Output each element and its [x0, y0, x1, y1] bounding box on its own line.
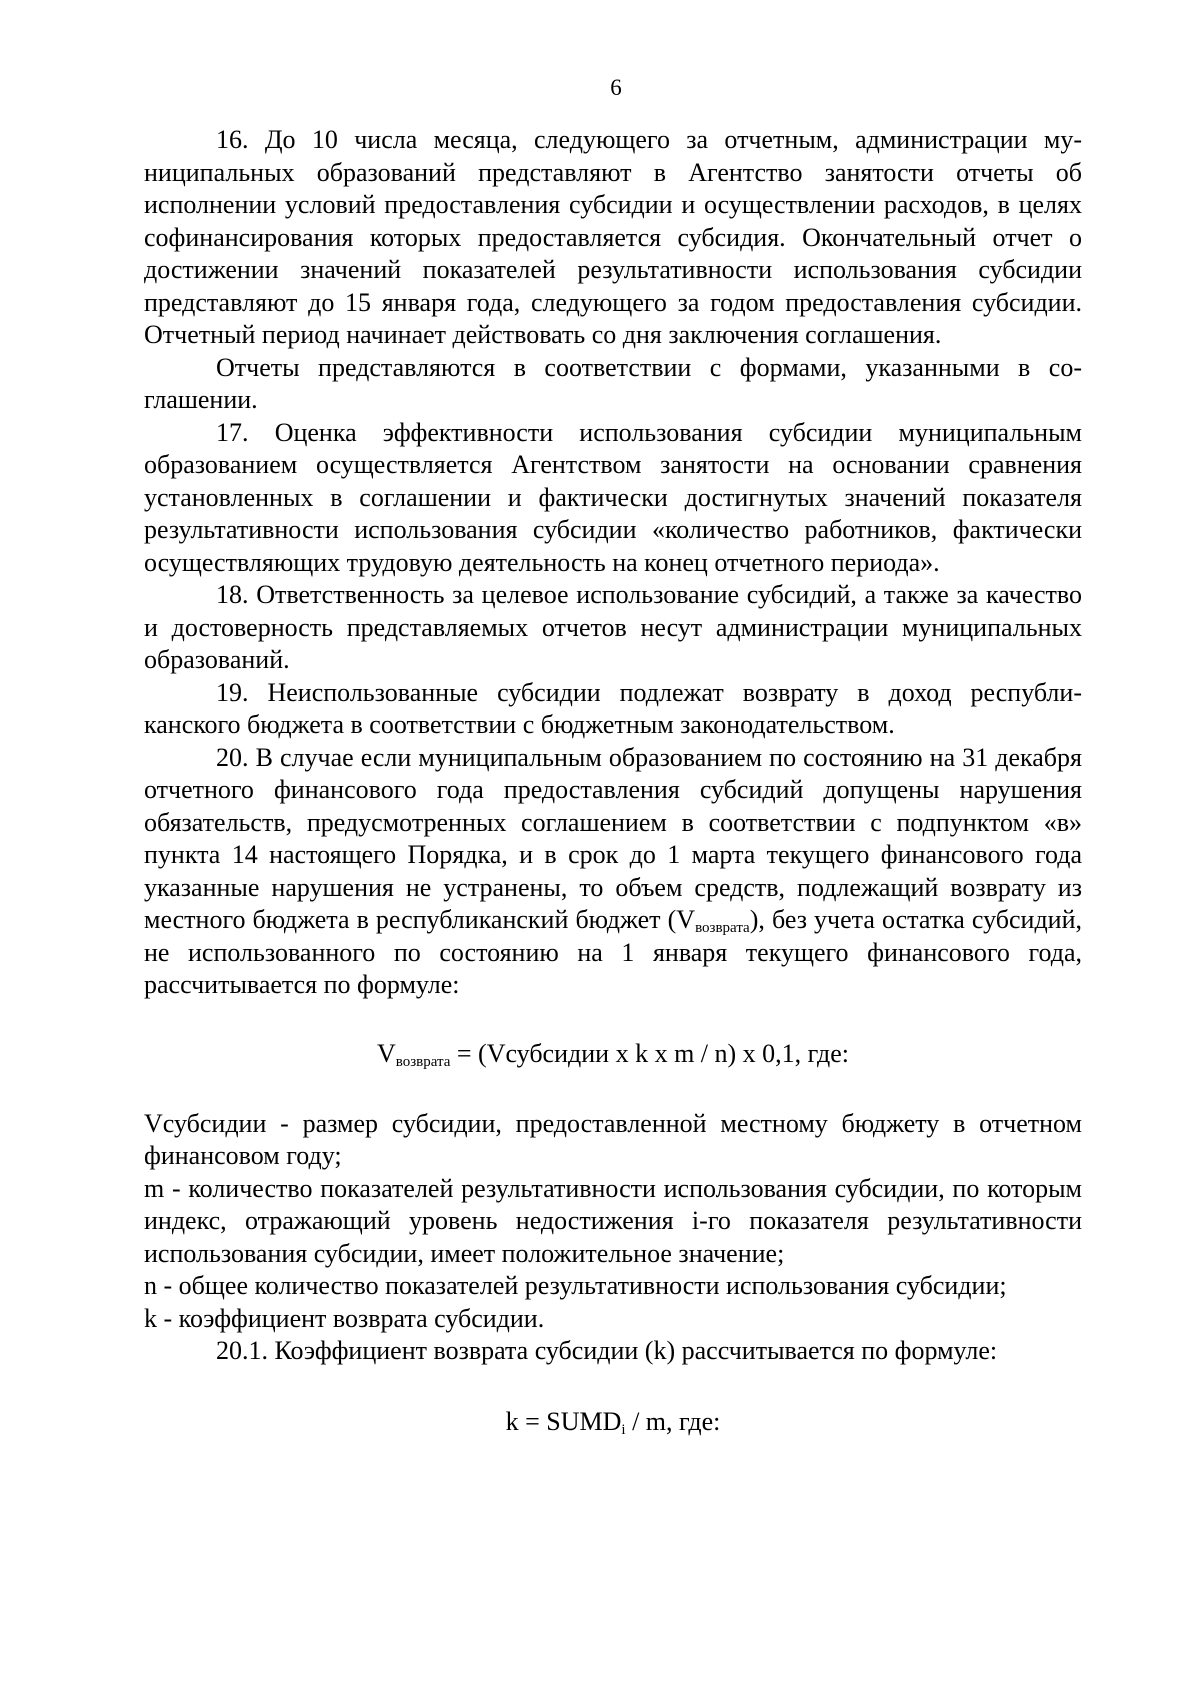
paragraph-reports-forms: Отчеты представляются в соответствии с формами, указанными в соглашении.: [144, 352, 1082, 414]
paragraph-20: [144, 742, 1082, 1002]
formula-return-volume-rhs: = (Vсубсидии x k x m / n) x 0,1, где:: [450, 1038, 850, 1068]
definition-vsubsidy: Vсубсидии - размер субсидии, предоставленной местному бюджету в отчетном финансовом году;: [144, 1108, 1082, 1170]
page-number: 6: [610, 75, 622, 100]
document-body: [144, 124, 1082, 1438]
formula-return-coefficient-lhs: k = SUMD: [505, 1406, 622, 1436]
formula-return-coefficient-rhs: / m, где:: [625, 1406, 721, 1436]
paragraph-20-text-before: 20. В случае если муниципальным образованием по состоянию на 31 декабря отчетного финансового года предоставления субсидий допущены нарушения обязательств, предусмотренных соглашением в соответствии с подпунктом «в» пункта 14 настоящего Порядка, и в срок до 1 марта текущего финансового года указанные нарушения не устранены, то объем средств, подлежащий возврату из местного бюджета в республиканский бюджет (V: [144, 742, 1082, 934]
paragraph-19: 19. Неиспользованные субсидии подлежат возврату в доход республиканского бюджета в соответствии с бюджетным законодательством.: [144, 677, 1082, 739]
formula-return-coefficient: [144, 1406, 1082, 1438]
formula-return-volume-lhs: V: [376, 1038, 396, 1068]
paragraph-16: 16. До 10 числа месяца, следующего за отчетным, администрации муниципальных образований представляют в Агентство занятости отчеты об исполнении условий предоставления субсидии и осуществлении расходов, в целях софинансирования которых предоставляется субсидия. Окончательный отчет о достижении значений показателей результативности использования субсидии представляют до 15 января года, следующего за годом предоставления субсидии. Отчетный период начинает действовать со дня заключения соглашения.: [144, 125, 1082, 349]
formula-return-volume: [144, 1038, 1082, 1070]
paragraph-17: 17. Оценка эффективности использования субсидии муниципальным образованием осуществляется Агентством занятости на основании сравнения установленных в соглашении и фактически достигнутых значений показателя результативности использования субсидии «количество работников, фактически осуществляющих трудовую деятельность на конец отчетного периода».: [144, 417, 1082, 577]
paragraph-20-subscript: возврата: [695, 920, 750, 936]
definition-k: k - коэффициент возврата субсидии.: [144, 1303, 545, 1333]
formula-return-coefficient-subscript: i: [621, 1421, 626, 1438]
paragraph-20-text-after: ), без учета остатка субсидий, не использованного по состоянию на 1 января текущего финансового года, рассчитывается по формуле:: [144, 905, 1083, 999]
definition-m: m - количество показателей результативности использования субсидии, по которым индекс, отражающий уровень недостижения i-го показателя результативности использования субсидии, имеет положительное значение;: [144, 1173, 1082, 1268]
paragraph-20-1: 20.1. Коэффициент возврата субсидии (k) рассчитывается по формуле:: [216, 1336, 998, 1365]
paragraph-18: 18. Ответственность за целевое использование субсидий, а также за качество и достоверность представляемых отчетов несут администрации муниципальных образований.: [144, 580, 1082, 674]
formula-return-volume-lhs-subscript: возврата: [395, 1053, 451, 1070]
definition-n: n - общее количество показателей результативности использования субсидии;: [144, 1271, 1007, 1300]
